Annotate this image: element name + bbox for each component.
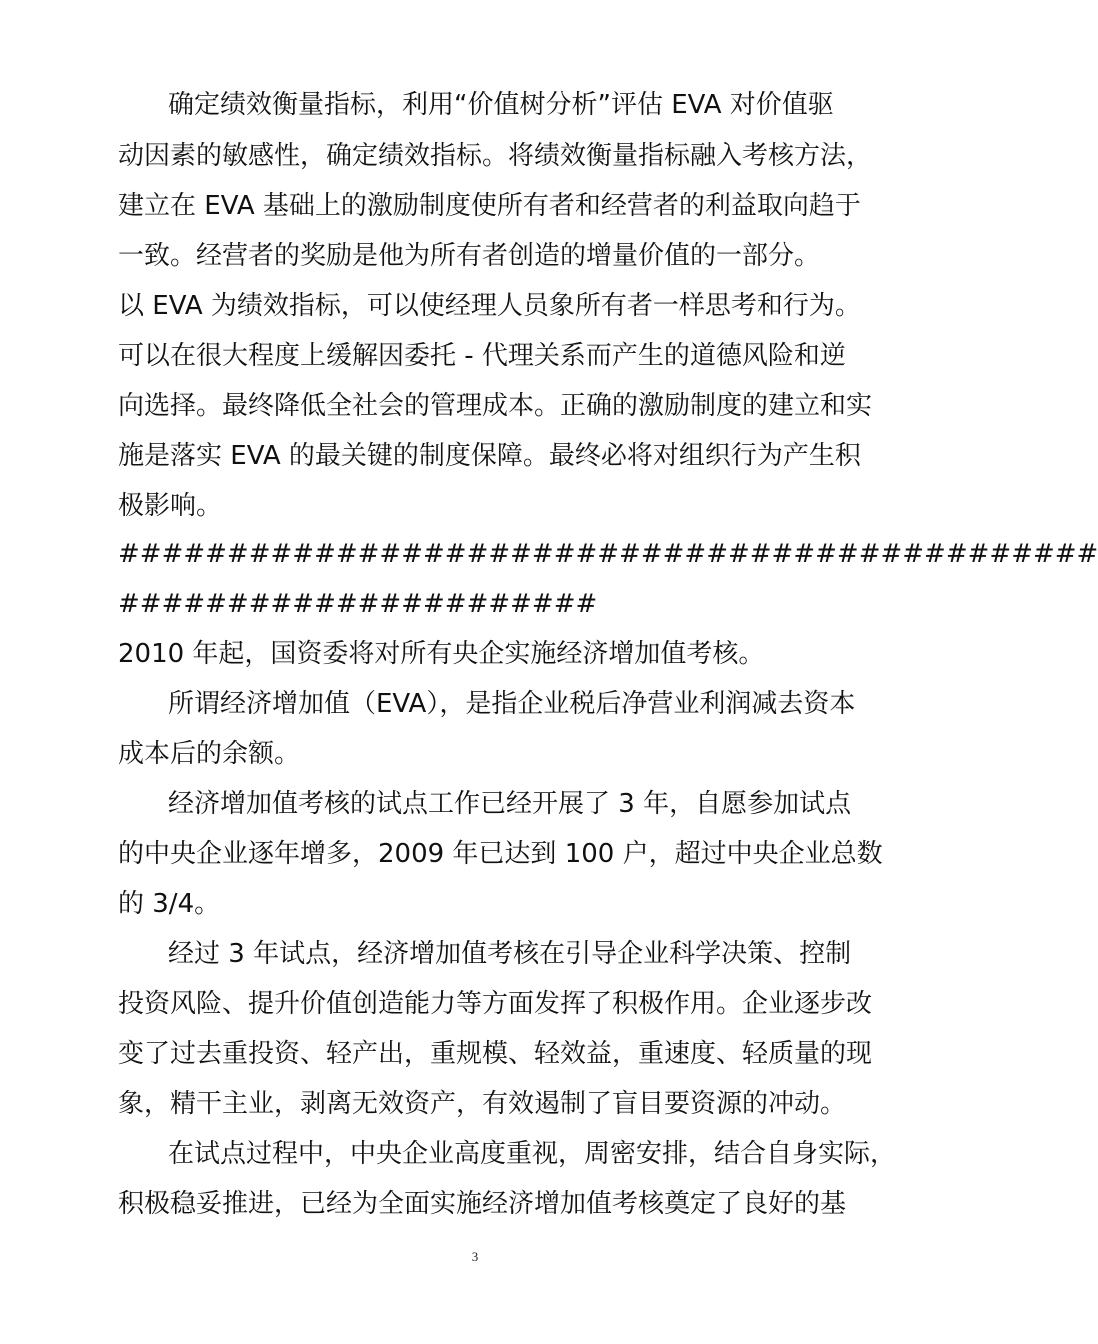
text-line: 可以在很大程度上缓解因委托 - 代理关系而产生的道德风险和逆 <box>118 341 846 371</box>
text-line: 极影响。 <box>118 491 223 521</box>
text-line: 动因素的敏感性，确定绩效指标。将绩效衡量指标融入考核方法， <box>118 141 873 171</box>
text-line: 确定绩效衡量指标，利用“价值树分析”评估 EVA 对价值驱 <box>168 90 834 120</box>
text-line: 一致。经营者的奖励是他为所有者创造的增量价值的一部分。 <box>118 241 821 271</box>
text-line: 的中央企业逐年增多，2009 年已达到 100 户，超过中央企业总数 <box>118 839 883 869</box>
text-line: 成本后的余额。 <box>118 739 301 769</box>
text-line: 以 EVA 为绩效指标，可以使经理人员象所有者一样思考和行为。 <box>118 291 861 321</box>
text-line: 经过 3 年试点，经济增加值考核在引导企业科学决策、控制 <box>168 939 852 969</box>
text-line: 建立在 EVA 基础上的激励制度使所有者和经营者的利益取向趋于 <box>118 191 861 221</box>
text-line: 的 3/4。 <box>118 889 221 919</box>
text-line: 变了过去重投资、轻产出，重规模、轻效益，重速度、轻质量的现 <box>118 1039 873 1069</box>
text-line: 向选择。最终降低全社会的管理成本。正确的激励制度的建立和实 <box>118 391 873 421</box>
text-line: 投资风险、提升价值创造能力等方面发挥了积极作用。企业逐步改 <box>118 989 873 1019</box>
text-line: 象，精干主业，剥离无效资产，有效遏制了盲目要资源的冲动。 <box>118 1089 847 1119</box>
text-line: 施是落实 EVA 的最关键的制度保障。最终必将对组织行为产生积 <box>118 441 861 471</box>
text-line: 2010 年起，国资委将对所有央企实施经济增加值考核。 <box>118 639 765 669</box>
text-line: 在试点过程中，中央企业高度重视，周密安排，结合自身实际， <box>168 1139 897 1169</box>
text-line: 积极稳妥推进，已经为全面实施经济增加值考核奠定了良好的基 <box>118 1189 847 1219</box>
page-number: 3 <box>471 1249 479 1264</box>
hash-separator-line: ###################### <box>118 589 598 619</box>
text-line: 经济增加值考核的试点工作已经开展了 3 年，自愿参加试点 <box>168 789 852 819</box>
hash-separator-line: ############################################# <box>118 539 1098 569</box>
text-line: 所谓经济增加值（EVA），是指企业税后净营业利润减去资本 <box>168 689 856 719</box>
